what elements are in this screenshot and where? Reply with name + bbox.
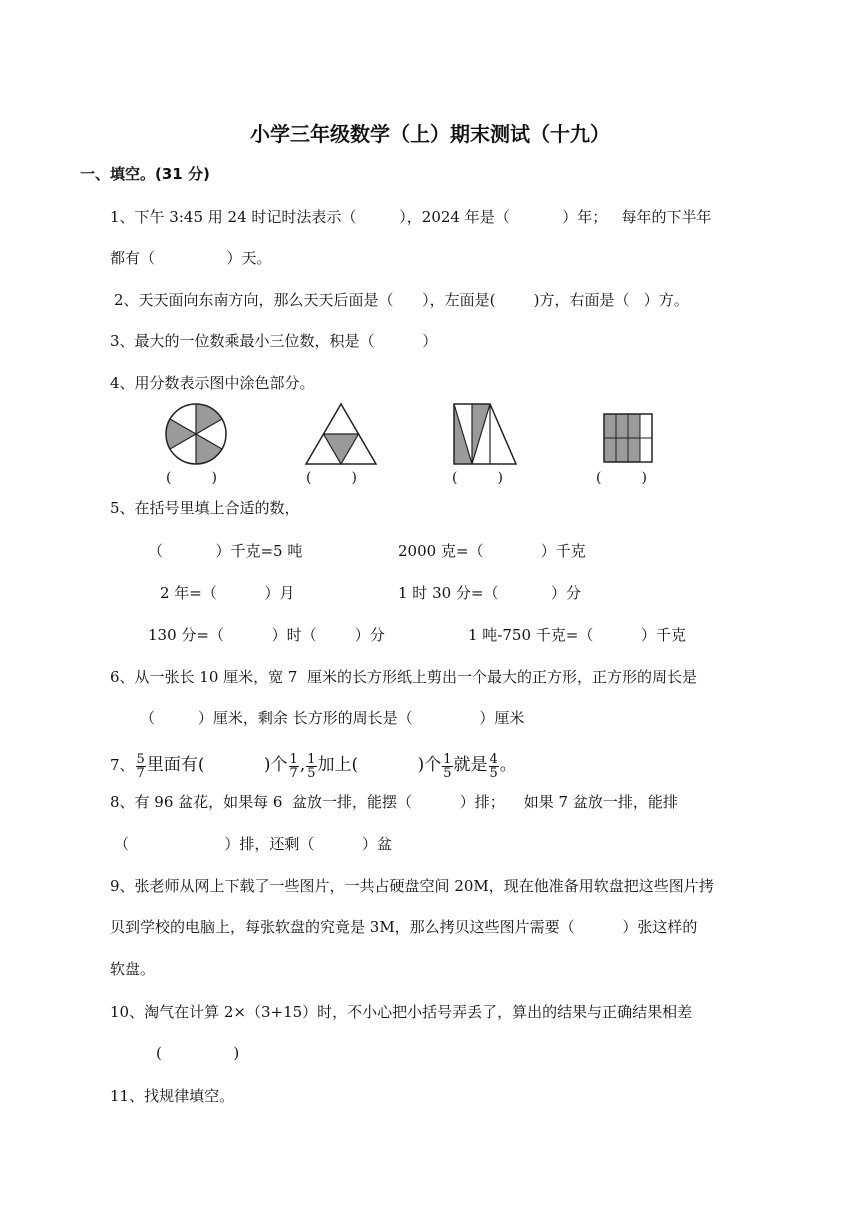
question-10-line-1: 10、淘气在计算 2×（3+15）时，不小心把小括号弄丢了，算出的结果与正确结果相差 [110, 1003, 693, 1021]
q5-item-years: 2 年=（ ）月 [160, 584, 295, 602]
question-6-line-1: 6、从一张长 10 厘米，宽 7 厘米的长方形纸上剪出一个最大的正方形，正方形的周长是 [110, 668, 698, 686]
fraction-4-5: $\frac{4}{5}$ [489, 751, 498, 781]
question-11: 11、找规律填空。 [110, 1087, 235, 1105]
question-8-line-2: （ ）排，还剩（ ）盆 [114, 835, 393, 853]
figure-2-answer: ( ) [306, 470, 357, 486]
q7-text-3: 就是 [453, 755, 488, 775]
question-9-line-1: 9、张老师从网上下载了一些图片，一共占硬盘空间 20M，现在他准备用软盘把这些图片拷 [110, 877, 714, 895]
question-8-line-1: 8、有 96 盆花，如果每 6 盆放一排，能摆（ ）排； 如果 7 盆放一排，能排 [110, 793, 678, 811]
question-10-line-2: ( ) [156, 1044, 240, 1062]
question-7 [110, 748, 517, 784]
question-1-line-2: 都有（ ）天。 [110, 249, 272, 267]
fraction-1-7: $\frac{1}{7}$ [289, 751, 298, 781]
figure-1-answer: ( ) [166, 470, 217, 486]
question-3: 3、最大的一位数乘最小三位数，积是（ ） [110, 332, 438, 350]
question-9-line-3: 软盘。 [110, 960, 156, 978]
fraction-5-7: $\frac{5}{7}$ [136, 751, 145, 781]
question-2: 2、天天面向东南方向，那么天天后面是（ ），左面是( )方，右面是（ ）方。 [114, 291, 689, 309]
question-1-line-1: 1、下午 3:45 用 24 时记时法表示（ ），2024 年是（ ）年； 每年的下半年 [110, 208, 712, 226]
fraction-1-5-b: $\frac{1}{5}$ [443, 751, 452, 781]
trapezoid-figure [450, 402, 520, 466]
page-title: 小学三年级数学（上）期末测试（十九） [250, 122, 610, 146]
figure-3-answer: ( ) [452, 470, 503, 486]
question-4: 4、用分数表示图中涂色部分。 [110, 374, 315, 392]
fraction-1-5: $\frac{1}{5}$ [307, 751, 316, 781]
q7-separator: , [299, 755, 306, 775]
q5-item-hours: 1 时 30 分=（ ）分 [398, 584, 581, 602]
question-5: 5、在括号里填上合适的数， [110, 499, 300, 517]
q5-item-minutes: 130 分=（ ）时（ ）分 [148, 626, 385, 644]
q5-item-kilograms: 1 吨-750 千克=（ ）千克 [468, 626, 687, 644]
q5-item-tons: （ ）千克=5 吨 [148, 542, 303, 560]
q7-text-1: 里面有( )个 [146, 755, 288, 775]
section-heading-fill-in: 一、填空。(31 分) [80, 165, 210, 183]
q7-number: 7、 [110, 756, 135, 774]
question-6-line-2: （ ）厘米，剩余 长方形的周长是（ ）厘米 [140, 709, 525, 727]
q5-item-grams: 2000 克=（ ）千克 [398, 542, 586, 560]
triangle-quarters-figure [304, 402, 378, 466]
question-9-line-2: 贝到学校的电脑上，每张软盘的究竟是 3M，那么拷贝这些图片需要（ ）张这样的 [110, 918, 698, 936]
q7-text-4: 。 [499, 755, 517, 775]
grid-square-figure [602, 412, 654, 464]
figure-4-answer: ( ) [596, 470, 647, 486]
q7-text-2: 加上( )个 [317, 755, 442, 775]
circle-sixths-figure [164, 402, 228, 466]
